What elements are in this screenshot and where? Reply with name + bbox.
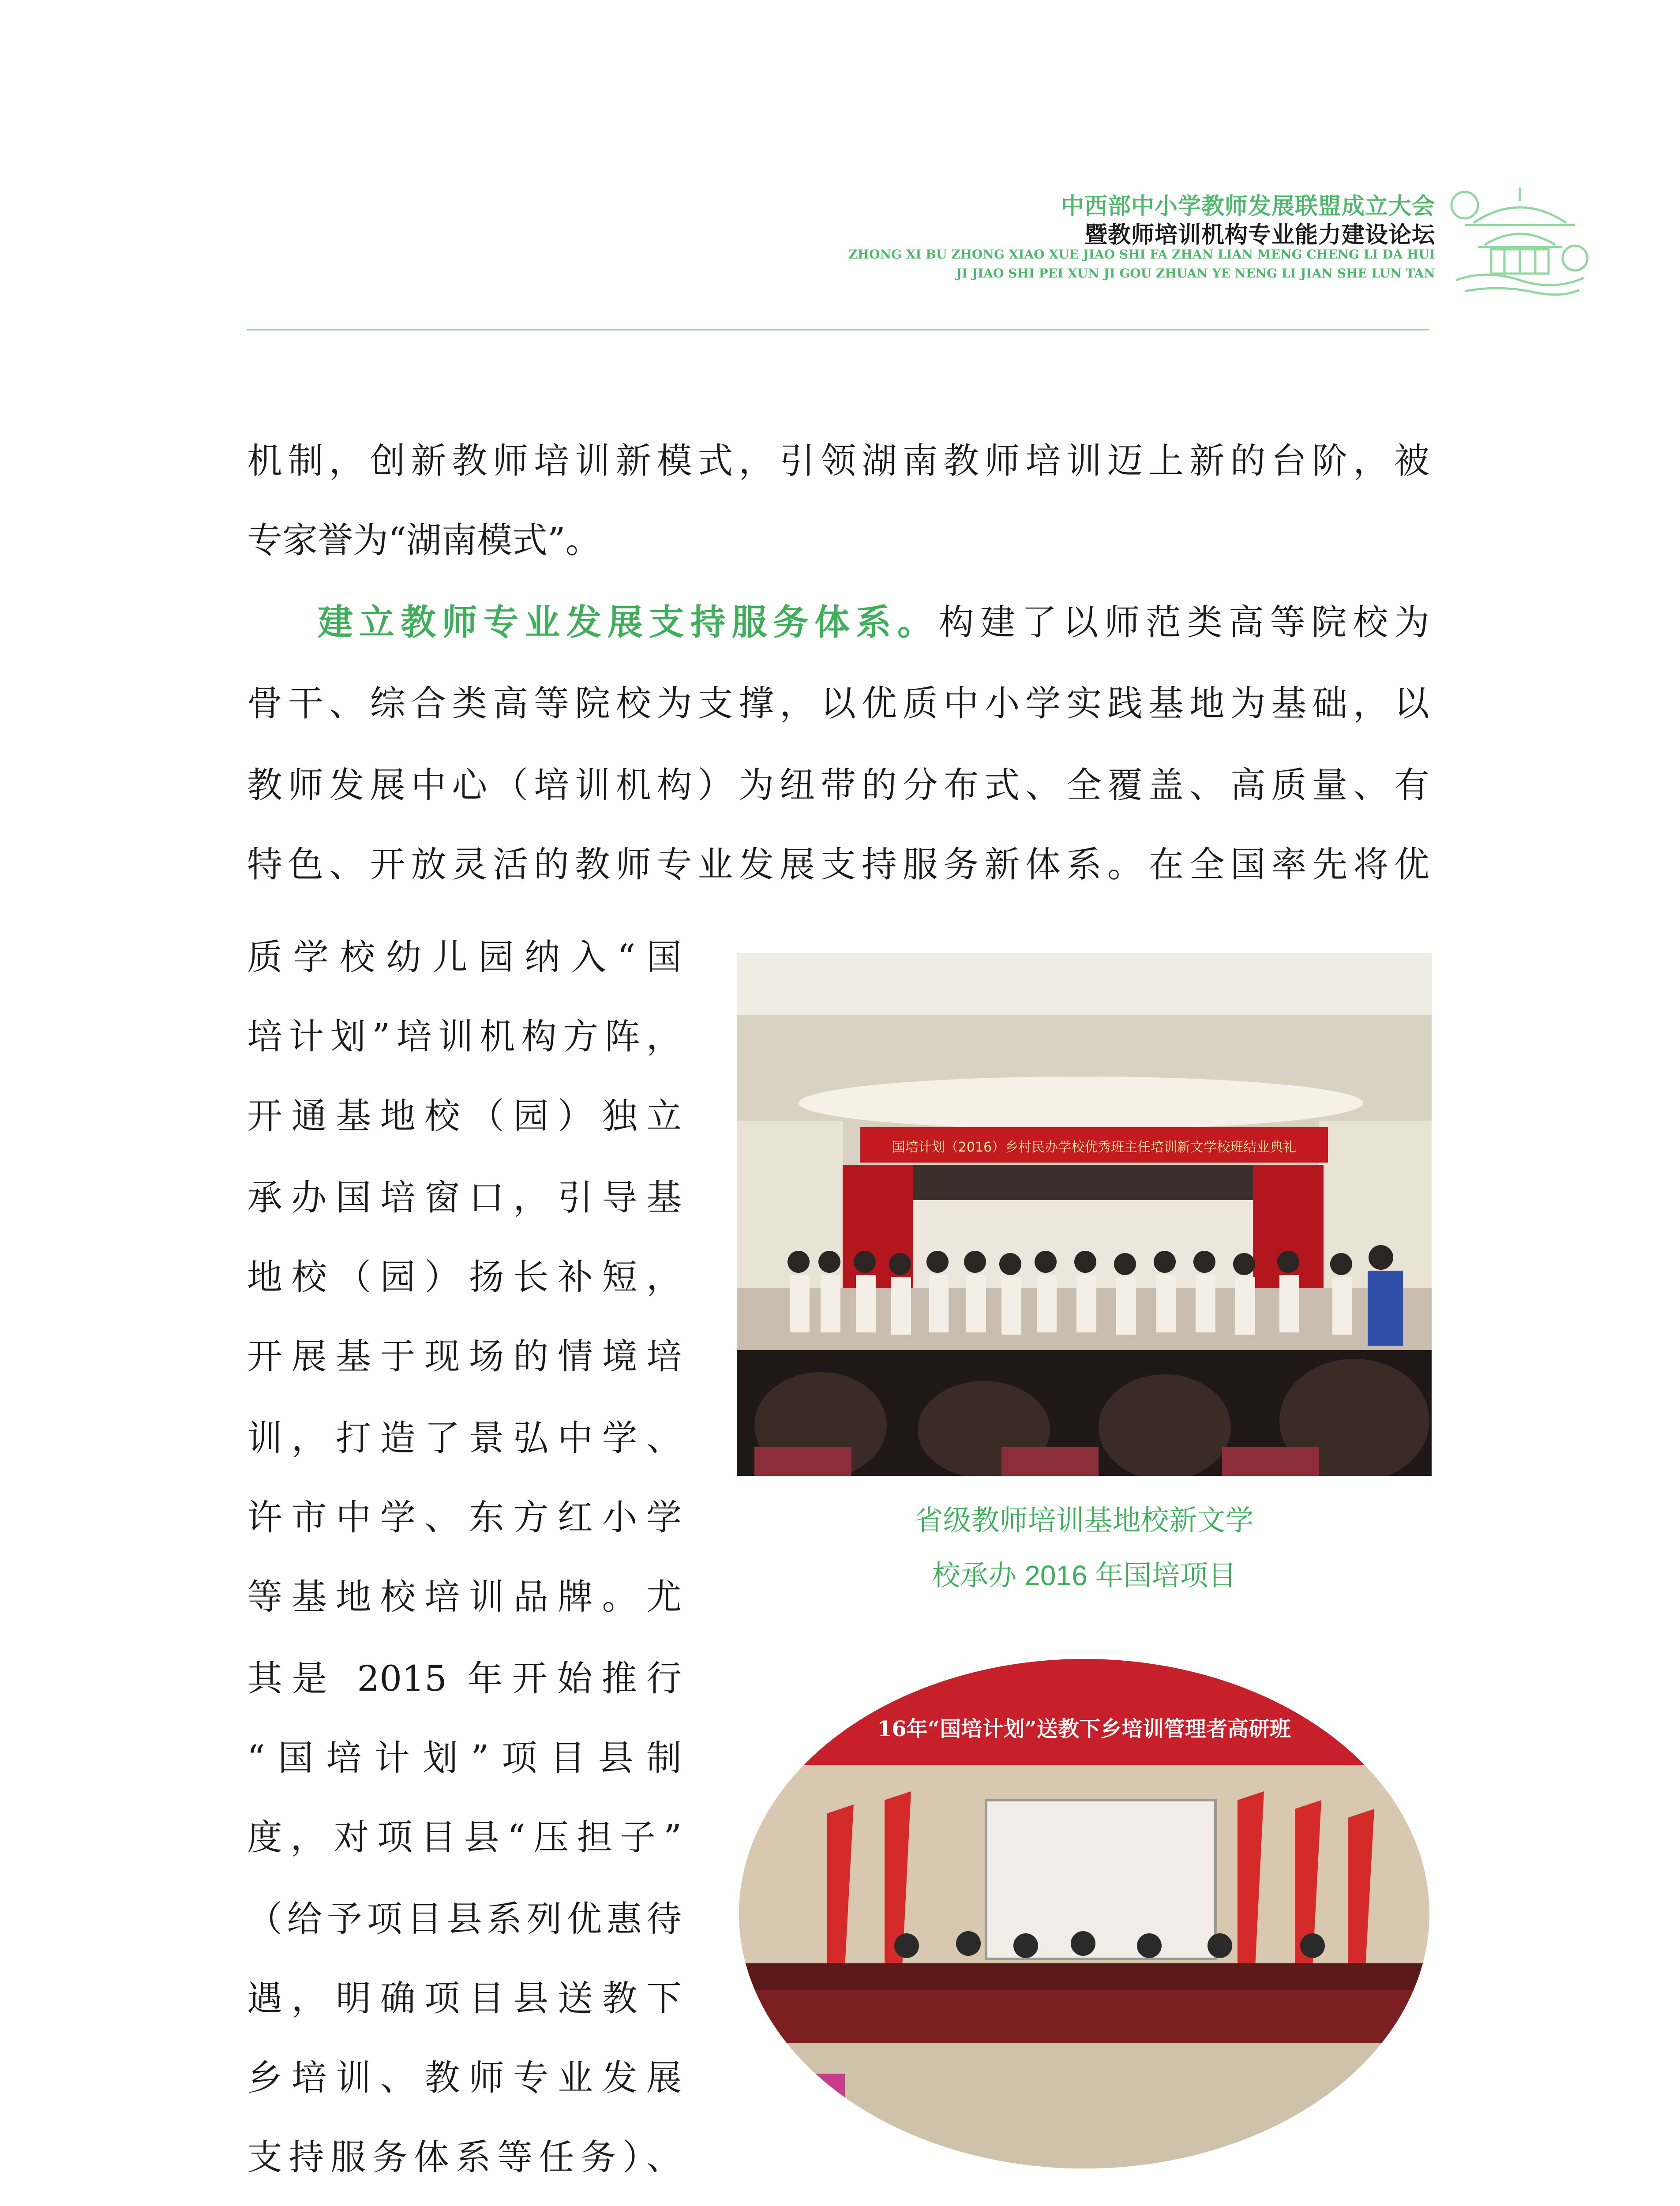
narrow-line: 承办国培窗口，引导基 <box>247 1177 682 1218</box>
narrow-line: 遇，明确项目县送教下 <box>247 1978 682 2019</box>
photo1-caption-line1: 省级教师培训基地校新文学 <box>915 1504 1254 1536</box>
paragraph-text: 构建了以师范类高等院校为 <box>938 602 1430 643</box>
narrow-line: “国培计划”项目县制 <box>247 1737 682 1778</box>
narrow-line: 等基地校培训品牌。尤 <box>247 1576 682 1617</box>
narrow-line: 训，打造了景弘中学、 <box>247 1418 682 1459</box>
narrow-line: 乡培训、教师专业发展 <box>247 2057 682 2098</box>
paragraph-line-with-heading <box>318 600 1429 645</box>
photo1-caption-line2: 校承办 2016 年国培项目 <box>932 1560 1237 1591</box>
narrow-line: （给予项目县系列优惠待 <box>247 1898 682 1940</box>
paragraph-line: 特色、开放灵活的教师专业发展支持服务新体系。在全国率先将优 <box>247 844 1429 885</box>
conference-meeting-photo <box>739 1659 1429 2168</box>
paragraph-line: 骨干、综合类高等院校为支撑，以优质中小学实践基地为基础，以 <box>247 683 1429 724</box>
narrow-line: 地校（园）扬长补短， <box>247 1257 682 1298</box>
narrow-line: 度，对项目县“压担子” <box>247 1817 682 1858</box>
photo2-caption <box>737 2199 1432 2206</box>
meeting-scene <box>739 1659 1429 2168</box>
narrow-line: 许市中学、东方红小学 <box>247 1497 682 1538</box>
ceremony-scene <box>737 953 1432 1476</box>
narrow-line: 开展基于现场的情境培 <box>247 1336 682 1377</box>
narrow-line: 支持服务体系等任务）、 <box>247 2137 682 2178</box>
header-pinyin-line1: ZHONG XI BU ZHONG XIAO XUE JIAO SHI FA ZHAN LIAN MENG CHENG LI DA HUI <box>848 247 1435 262</box>
narrow-line: 培计划”培训机构方阵， <box>247 1016 682 1057</box>
narrow-line: 质学校幼儿园纳入“国 <box>247 937 682 978</box>
narrow-line: 开通基地校（园）独立 <box>247 1095 682 1137</box>
narrow-line: 其是 2015 年开始推行 <box>247 1658 682 1699</box>
banner-text: 国培计划（2016）乡村民办学校优秀班主任培训新文学校班结业典礼 <box>892 1140 1297 1155</box>
paragraph-line: 专家誉为“湖南模式”。 <box>247 520 601 561</box>
graduation-ceremony-photo <box>737 953 1432 1476</box>
paragraph-line: 机制，创新教师培训新模式，引领湖南教师培训迈上新的台阶，被 <box>247 440 1429 481</box>
paragraph-line: 教师发展中心（培训机构）为纽带的分布式、全覆盖、高质量、有 <box>247 765 1429 806</box>
section-heading: 建立教师专业发展支持服务体系。 <box>318 601 939 643</box>
header-pinyin-line2: JI JIAO SHI PEI XUN JI GOU ZHUAN YE NENG LI JIAN SHE LUN TAN <box>956 266 1435 281</box>
pavilion-logo-icon <box>1447 174 1593 302</box>
header-title-line2: 暨教师培训机构专业能力建设论坛 <box>1084 221 1435 248</box>
banner-text: 16年“国培计划”送教下乡培训管理者高研班 <box>877 1717 1291 1741</box>
header-title-line1: 中西部中小学教师发展联盟成立大会 <box>1061 193 1435 220</box>
header-divider <box>247 329 1429 330</box>
